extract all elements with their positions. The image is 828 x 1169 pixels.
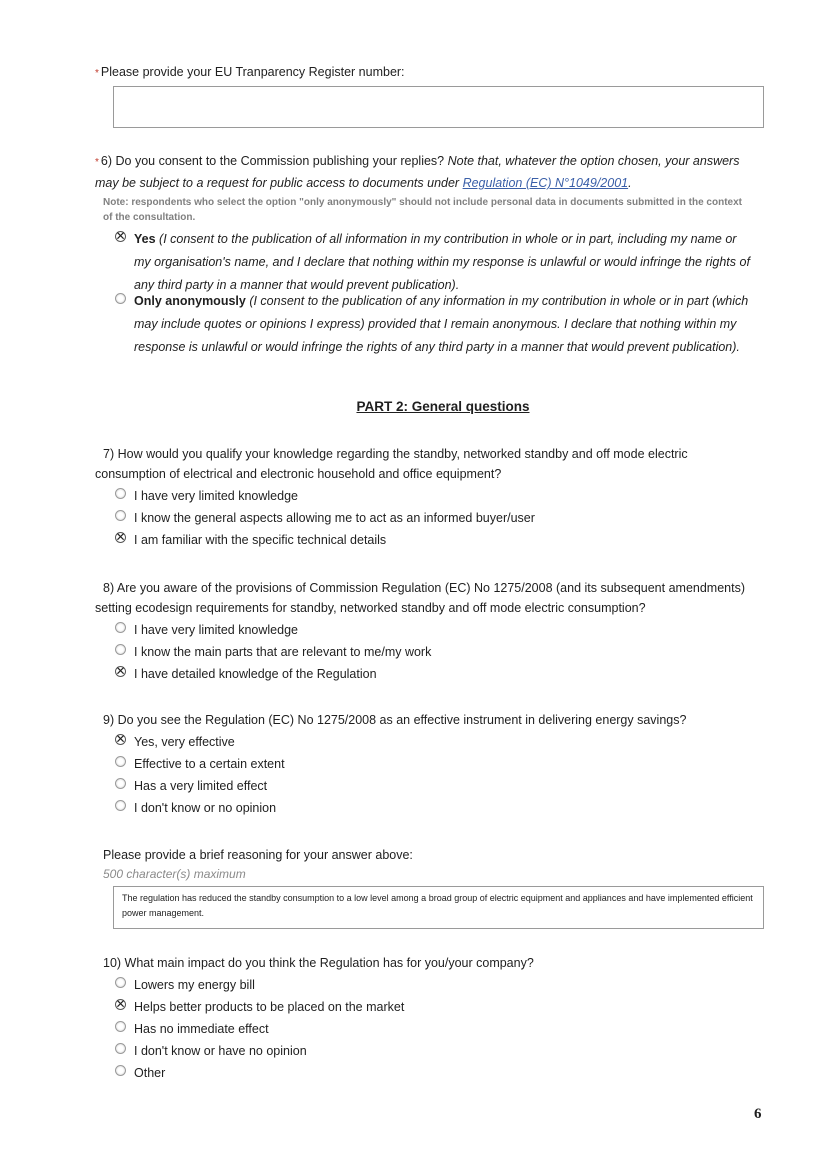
radio-icon[interactable] <box>115 1065 126 1076</box>
q9-option[interactable]: I don't know or no opinion <box>115 797 285 819</box>
q6-note: Note: respondents who select the option "only anonymously" should not include personal data in documents submitted in the context of the consultation. <box>103 197 742 223</box>
option-detail: (I consent to the publication of any information in my contribution in whole or in part (which may include quotes or opinions I express) provided that I remain anonymous. I declare that nothing within my response is unlawful or would infringe the rights of any third party in a manner that would prevent publication). <box>134 294 749 354</box>
radio-icon[interactable] <box>115 778 126 789</box>
q9-question: 9) Do you see the Regulation (EC) No 1275/2008 as an effective instrument in delivering energy savings? <box>103 713 687 727</box>
radio-checked-icon[interactable] <box>115 231 126 242</box>
radio-icon[interactable] <box>115 800 126 811</box>
register-question <box>95 62 405 84</box>
q6-question: * 6) Do you consent to the Commission publishing your replies? Note that, whatever the option chosen, your answers may be subject to a request for public access to documents under Regulation (EC) N°1049/2001. <box>95 154 740 190</box>
regulation-link[interactable]: Regulation (EC) N°1049/2001 <box>462 176 629 190</box>
q10-option[interactable]: I don't know or have no opinion <box>115 1040 404 1062</box>
q9-option[interactable]: Effective to a certain extent <box>115 753 285 775</box>
q8-option[interactable]: I know the main parts that are relevant to me/my work <box>115 641 431 663</box>
q7-question: 7) How would you qualify your knowledge regarding the standby, networked standby and off mode electric consumption of electrical and electronic household and office equipment? <box>95 447 688 481</box>
q8-options <box>115 619 431 685</box>
radio-icon[interactable] <box>115 1021 126 1032</box>
option-label: Only anonymously <box>134 294 246 308</box>
q6-option-anonymous[interactable] <box>115 290 755 359</box>
q7-option[interactable]: I know the general aspects allowing me to act as an informed buyer/user <box>115 507 535 529</box>
q9-options <box>115 731 285 819</box>
q8-option[interactable]: I have very limited knowledge <box>115 619 431 641</box>
q6-text: 6) Do you consent to the Commission publishing your replies? <box>100 154 445 168</box>
radio-checked-icon[interactable] <box>115 532 126 543</box>
register-label: Please provide your EU Tranparency Register number: <box>100 65 405 79</box>
q10-option[interactable]: Has no immediate effect <box>115 1018 404 1040</box>
radio-icon[interactable] <box>115 644 126 655</box>
required-mark: * <box>95 68 99 79</box>
reasoning-hint: 500 character(s) maximum <box>103 867 246 881</box>
radio-checked-icon[interactable] <box>115 999 126 1010</box>
q10-option[interactable]: ✕ Helps better products to be placed on the market <box>115 996 404 1018</box>
q6-italic-note: Note that, whatever the option chosen, your answers may be subject to a request for public access to documents under <box>95 154 740 190</box>
q10-question: 10) What main impact do you think the Regulation has for you/your company? <box>103 956 534 970</box>
radio-checked-icon[interactable] <box>115 666 126 677</box>
required-mark: * <box>95 157 99 168</box>
option-detail: (I consent to the publication of all information in my contribution in whole or in part, including my name or my organisation's name, and I declare that nothing within my response is unlawful or would infringe the rights of any third party in a manner that would prevent publication). <box>134 232 750 292</box>
radio-icon[interactable] <box>115 1043 126 1054</box>
q10-options <box>115 974 404 1084</box>
q9-option[interactable]: ✕ Yes, very effective <box>115 731 285 753</box>
page-number: 6 <box>754 1106 762 1122</box>
option-label: Yes <box>134 232 156 246</box>
reasoning-textarea[interactable] <box>113 886 764 929</box>
q6-option-yes[interactable] <box>115 228 755 297</box>
radio-icon[interactable] <box>115 488 126 499</box>
register-input[interactable] <box>113 86 764 128</box>
radio-icon[interactable] <box>115 977 126 988</box>
q9-option[interactable]: Has a very limited effect <box>115 775 285 797</box>
part2-heading: PART 2: General questions <box>356 399 530 414</box>
radio-checked-icon[interactable] <box>115 734 126 745</box>
radio-icon[interactable] <box>115 293 126 304</box>
q7-options <box>115 485 535 551</box>
q8-question: 8) Are you aware of the provisions of Commission Regulation (EC) No 1275/2008 (and its subsequent amendments) setting ecodesign requirements for standby, networked standby and off mode electric consumption? <box>95 581 746 615</box>
q10-option[interactable]: Other <box>115 1062 404 1084</box>
q7-option[interactable]: ✕ I am familiar with the specific technical details <box>115 529 535 551</box>
radio-icon[interactable] <box>115 756 126 767</box>
q10-option[interactable]: Lowers my energy bill <box>115 974 404 996</box>
radio-icon[interactable] <box>115 510 126 521</box>
radio-icon[interactable] <box>115 622 126 633</box>
reasoning-label: Please provide a brief reasoning for your answer above: <box>103 848 413 862</box>
reasoning-value: The regulation has reduced the standby consumption to a low level among a broad group of electric equipment and appliances and have implemented efficient power management. <box>122 893 753 918</box>
q8-option[interactable]: ✕ I have detailed knowledge of the Regulation <box>115 663 431 685</box>
q7-option[interactable]: I have very limited knowledge <box>115 485 535 507</box>
